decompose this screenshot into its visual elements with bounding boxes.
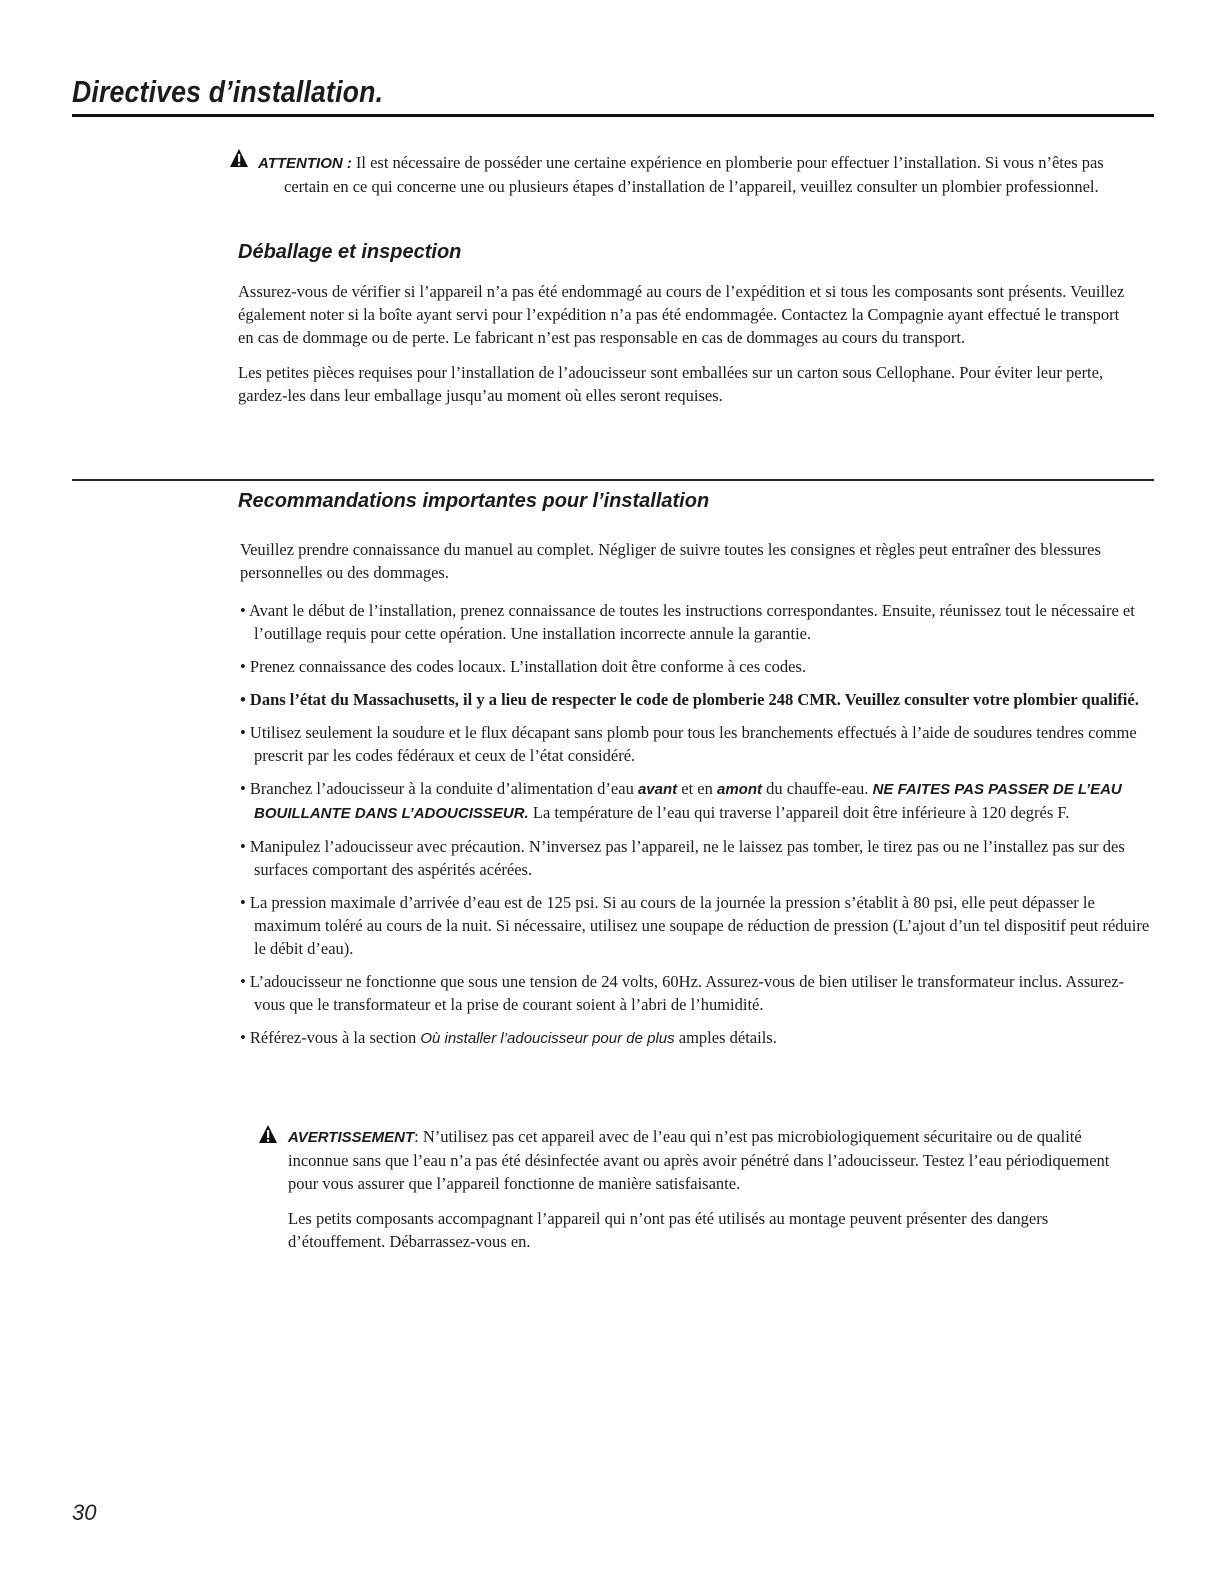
page-number: 30 <box>72 1500 97 1525</box>
recommendations-intro: Veuillez prendre connaissance du manuel au complet. Négliger de suivre toutes les consignes et règles peut entraîner des blessures personnelles ou des dommages. <box>240 540 1101 582</box>
choking-hazard-text: Les petits composants accompagnant l’appareil qui n’ont pas été utilisés au montage peuvent présenter des dangers d’étouffement. Débarrassez-vous en. <box>288 1209 1049 1251</box>
unpacking-body <box>238 280 1138 407</box>
list-item: • L’adoucisseur ne fonctionne que sous une tension de 24 volts, 60Hz. Assurez-vous de bien utiliser le transformateur inclus. Assurez-vous que le transformateur et la prise de courant soient à l’abri de l’humidité. <box>240 972 1125 1014</box>
emphasis-caps-warning: NE FAITES PAS PASSER DE L’EAU BOUILLANTE DANS L’ADOUCISSEUR. <box>254 781 1122 822</box>
title-rule <box>72 114 1154 117</box>
warning-notice: AVERTISSEMENT: N’utilisez pas cet appareil avec de l’eau qui n’est pas microbiologiquement sécuritaire ou de qualité inconnue sans que l’eau n’a pas été désinfectée avant ou après avoir pénétré dans l’adoucisseur. Testez l’eau périodiquement pour vous assurer que l’appareil fonctionne de manière satisfaisante. Les petits composants accompagnant l’appareil qui n’ont pas été utilisés au montage peuvent présenter des dangers d’étouffement. Débarrassez-vous en. <box>288 1125 1138 1253</box>
list-item: • Manipulez l’adoucisseur avec précaution. N’inversez pas l’appareil, ne le laissez pas tomber, le tirez pas ou ne l’installez pas sur des surfaces comportant des aspérités acérées. <box>240 837 1125 879</box>
warning-triangle-icon <box>258 1124 278 1144</box>
unpacking-paragraph-1: Assurez-vous de vérifier si l’appareil n’a pas été endommagé au cours de l’expédition et si tous les composants sont présents. Veuillez également noter si la boîte ayant servi pour l’expédition n’a pas été endommagée. Contactez la Compagnie ayant effectué le transport en cas de dommage ou de perte. Le fabricant n’est pas responsable en cas de dommages au cours du transport. <box>238 282 1125 347</box>
unpacking-paragraph-2: Les petites pièces requises pour l’installation de l’adoucisseur sont emballées sur un carton sous Cellophane. Pour éviter leur perte, gardez-les dans leur emballage jusqu’au moment où elles seront requises. <box>238 363 1104 405</box>
attention-label: ATTENTION : <box>258 155 352 172</box>
list-item: • Avant le début de l’installation, prenez connaissance de toutes les instructions correspondantes. Ensuite, réunissez tout le nécessaire et l’outillage requis pour cette opération. Une installation incorrecte annule la garantie. <box>240 601 1135 643</box>
section-divider <box>72 479 1154 481</box>
page-title: Directives d’installation. <box>72 74 384 109</box>
list-item: • Utilisez seulement la soudure et le flux décapant sans plomb pour tous les branchements effectués à l’aide de soudures tendres comme prescrit par les codes fédéraux et ceux de l’état considéré. <box>240 723 1137 765</box>
recommendations-heading: Recommandations importantes pour l’installation <box>238 490 710 512</box>
emphasis-amont: amont <box>717 781 762 798</box>
recommendations-list <box>240 599 1150 1060</box>
list-item: • Dans l’état du Massachusetts, il y a lieu de respecter le code de plomberie 248 CMR. Veuillez consulter votre plombier qualifié. <box>240 690 1139 709</box>
section-reference: Où installer l’adoucisseur pour de plus <box>420 1030 675 1047</box>
attention-text: Il est nécessaire de posséder une certaine expérience en plomberie pour effectuer l’installation. Si vous n’êtes pas certain en ce qui concerne une ou plusieurs étapes d’installation de l’appareil, veuillez consulter un plombier professionnel. <box>284 153 1104 196</box>
list-item: • Branchez l’adoucisseur à la conduite d’alimentation d’eau avant et en amont du chauffe-eau. NE FAITES PAS PASSER DE L’EAU BOUILLANTE DANS L’ADOUCISSEUR. La température de l’eau qui traverse l’appareil doit être inférieure à 120 degrés F. <box>240 779 1122 822</box>
warning-text: N’utilisez pas cet appareil avec de l’eau qui n’est pas microbiologiquement sécuritaire ou de qualité inconnue sans que l’eau n’a pas été désinfectée avant ou après avoir pénétré dans l’adoucisseur. Testez l’eau périodiquement pour vous assurer que l’appareil fonctionne de manière satisfaisante. <box>288 1127 1110 1193</box>
unpacking-heading: Déballage et inspection <box>238 241 462 263</box>
warning-triangle-icon <box>229 148 249 168</box>
list-item: • La pression maximale d’arrivée d’eau est de 125 psi. Si au cours de la journée la pression s’établit à 80 psi, elle peut dépasser le maximum toléré au cours de la nuit. Si nécessaire, utilisez une soupape de réduction de pression (L’ajout d’un tel dispositif peut réduire le débit d’eau). <box>240 893 1150 958</box>
warning-label: AVERTISSEMENT <box>288 1129 415 1146</box>
list-item: • Référez-vous à la section Où installer l’adoucisseur pour de plus amples détails. <box>240 1028 777 1047</box>
list-item: • Prenez connaissance des codes locaux. L’installation doit être conforme à ces codes. <box>240 657 806 676</box>
attention-notice <box>258 151 1118 198</box>
emphasis-avant: avant <box>637 781 678 798</box>
